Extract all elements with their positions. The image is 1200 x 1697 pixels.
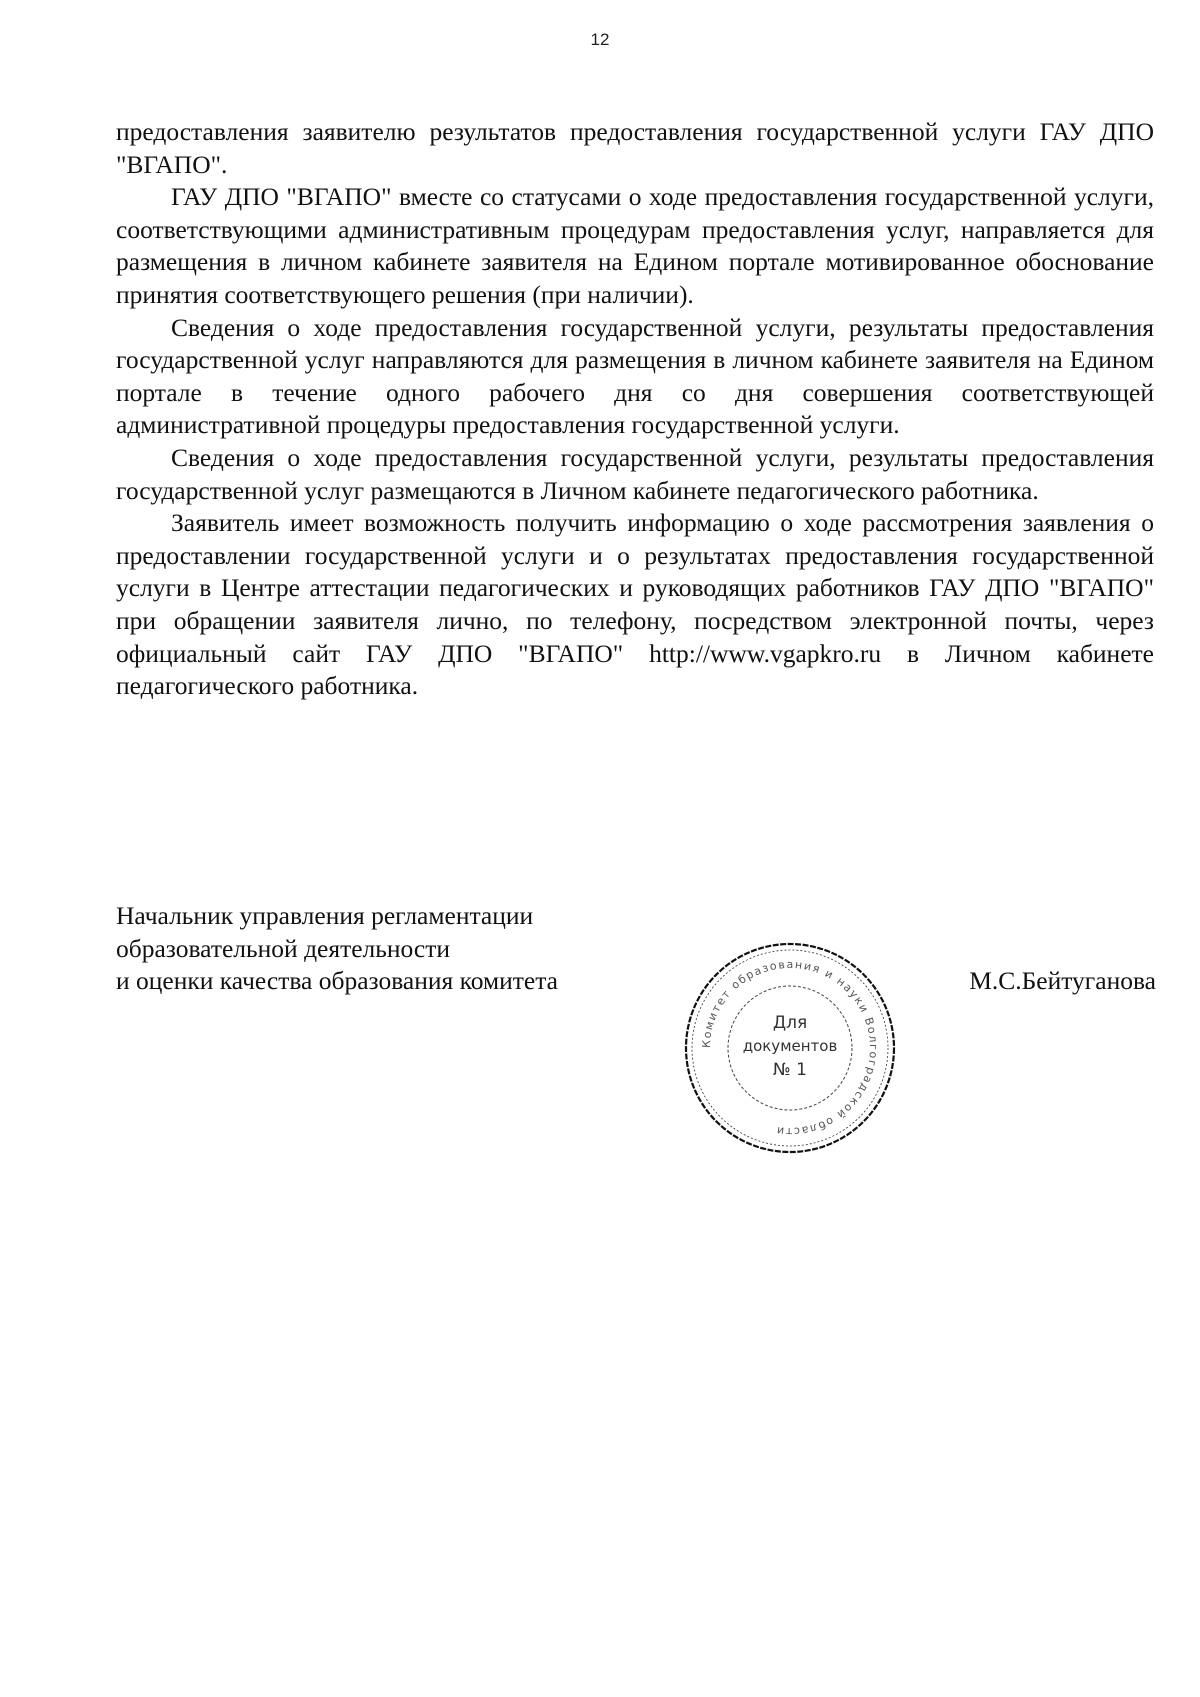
paragraph-4: Сведения о ходе предоставления государственной услуги, результаты предоставления государственной услуг размещаются в Личном кабинете педагогического работника. [116, 442, 1154, 505]
signer-position [116, 900, 676, 998]
stamp-text-line: документов [742, 1037, 838, 1055]
paragraph-1: предоставления заявителю результатов предоставления государственной услуги ГАУ ДПО "ВГАПО". [116, 117, 1154, 179]
paragraph-2: ГАУ ДПО "ВГАПО" вместе со статусами о ходе предоставления государственной услуги, соответствующими административным процедурам предоставления услуг, направляется для размещения в личном кабинете заявителя на Едином портале мотивированное обоснование принятия соответствующего решения (при наличии). [116, 182, 1154, 309]
signer-name: М.С.Бейтуганова [969, 966, 1156, 995]
signer-position-line: образовательной деятельности [116, 933, 451, 963]
stamp-text-line: № 1 [773, 1060, 807, 1080]
signature-block [116, 900, 1156, 998]
stamp-ring-text: Комитет образования и науки Волгоградской области [699, 957, 881, 1139]
signer-position-line: Начальник управления регламентации [116, 901, 534, 930]
round-seal-icon [680, 938, 900, 1158]
page-number: 12 [590, 30, 610, 49]
body-text [116, 116, 1154, 703]
signer-position-line: и оценки качества образования комитета [116, 966, 558, 996]
paragraph-3: Сведения о ходе предоставления государственной услуги, результаты предоставления государственной услуг направляются для размещения в личном кабинете заявителя на Едином портале в течение одного рабочего дня со дня совершения соответствующей административной процедуры предоставления государственной услуги. [116, 312, 1154, 440]
paragraph-5: Заявитель имеет возможность получить информацию о ходе рассмотрения заявления о предоставлении государственной услуги и о результатах предоставления государственной услуги в Центре аттестации педагогических и руководящих работников ГАУ ДПО "ВГАПО" при обращении заявителя лично, по телефону, посредством электронной почты, через официальный сайт ГАУ ДПО "ВГАПО" http://www.vgapkro.ru в Личном кабинете педагогического работника. [116, 508, 1154, 701]
stamp-text-line: Для [772, 1013, 808, 1033]
